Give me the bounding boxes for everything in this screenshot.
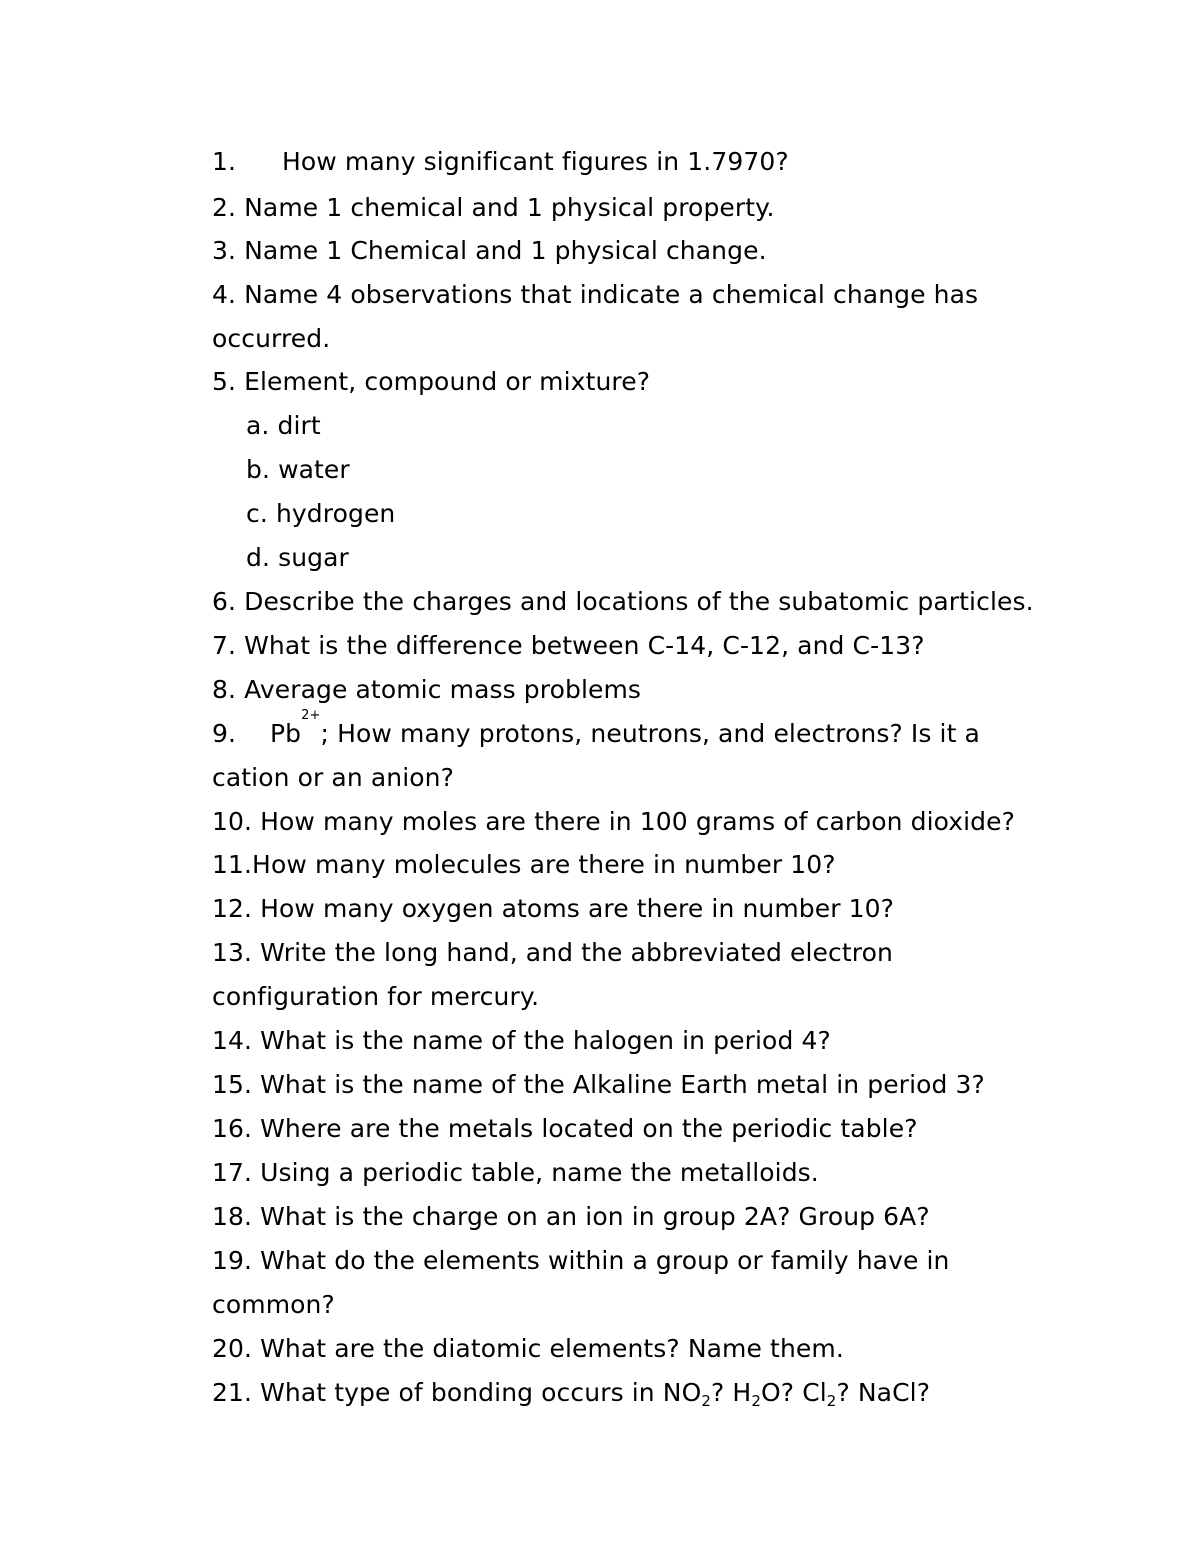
question-13-line-1: 13. Write the long hand, and the abbreviated electron: [212, 938, 893, 967]
subscript: 2: [826, 1392, 837, 1410]
ion-charge: 2+: [301, 708, 321, 723]
question-6: 6. Describe the charges and locations of the subatomic particles.: [212, 587, 1034, 616]
question-15: 15. What is the name of the Alkaline Earth metal in period 3?: [212, 1070, 985, 1099]
question-2: 2. Name 1 chemical and 1 physical property.: [212, 193, 775, 222]
ion-symbol: Pb: [270, 719, 302, 748]
question-19-line-2: common?: [212, 1290, 335, 1319]
question-12: 12. How many oxygen atoms are there in number 10?: [212, 894, 895, 923]
question-5-option-a: a. dirt: [246, 411, 321, 440]
question-text: How many significant figures in 1.7970?: [282, 147, 789, 176]
question-19-line-1: 19. What do the elements within a group or family have in: [212, 1246, 950, 1275]
question-text: 21. What type of bonding occurs in NO: [212, 1378, 702, 1407]
question-5-option-b: b. water: [246, 455, 350, 484]
question-number: 9.: [212, 719, 237, 748]
question-10: 10. How many moles are there in 100 grams of carbon dioxide?: [212, 807, 1015, 836]
question-16: 16. Where are the metals located on the periodic table?: [212, 1114, 918, 1143]
question-7: 7. What is the difference between C-14, C-12, and C-13?: [212, 631, 925, 660]
question-text: O? Cl: [761, 1378, 827, 1407]
question-13-line-2: configuration for mercury.: [212, 982, 540, 1011]
question-text: ? NaCl?: [836, 1378, 931, 1407]
question-3: 3. Name 1 Chemical and 1 physical change.: [212, 236, 767, 265]
question-text: ? H: [711, 1378, 752, 1407]
question-5-option-d: d. sugar: [246, 543, 349, 572]
question-9-line-1: [212, 708, 980, 749]
question-4-line-1: 4. Name 4 observations that indicate a chemical change has: [212, 280, 979, 309]
question-5: 5. Element, compound or mixture?: [212, 367, 651, 396]
question-number: 1.: [212, 147, 237, 176]
question-14: 14. What is the name of the halogen in period 4?: [212, 1026, 831, 1055]
question-20: 20. What are the diatomic elements? Name them.: [212, 1334, 844, 1363]
question-21: [212, 1378, 930, 1408]
question-8: 8. Average atomic mass problems: [212, 675, 642, 704]
question-5-option-c: c. hydrogen: [246, 499, 396, 528]
subscript: 2: [751, 1392, 761, 1410]
subscript: 2: [701, 1392, 712, 1410]
question-4-line-2: occurred.: [212, 324, 331, 353]
question-text: ; How many protons, neutrons, and electrons? Is it a: [320, 719, 980, 748]
question-11: 11.How many molecules are there in number 10?: [212, 850, 836, 879]
question-1: [212, 147, 789, 177]
question-17: 17. Using a periodic table, name the metalloids.: [212, 1158, 819, 1187]
question-9-line-2: cation or an anion?: [212, 763, 454, 792]
question-18: 18. What is the charge on an ion in group 2A? Group 6A?: [212, 1202, 930, 1231]
